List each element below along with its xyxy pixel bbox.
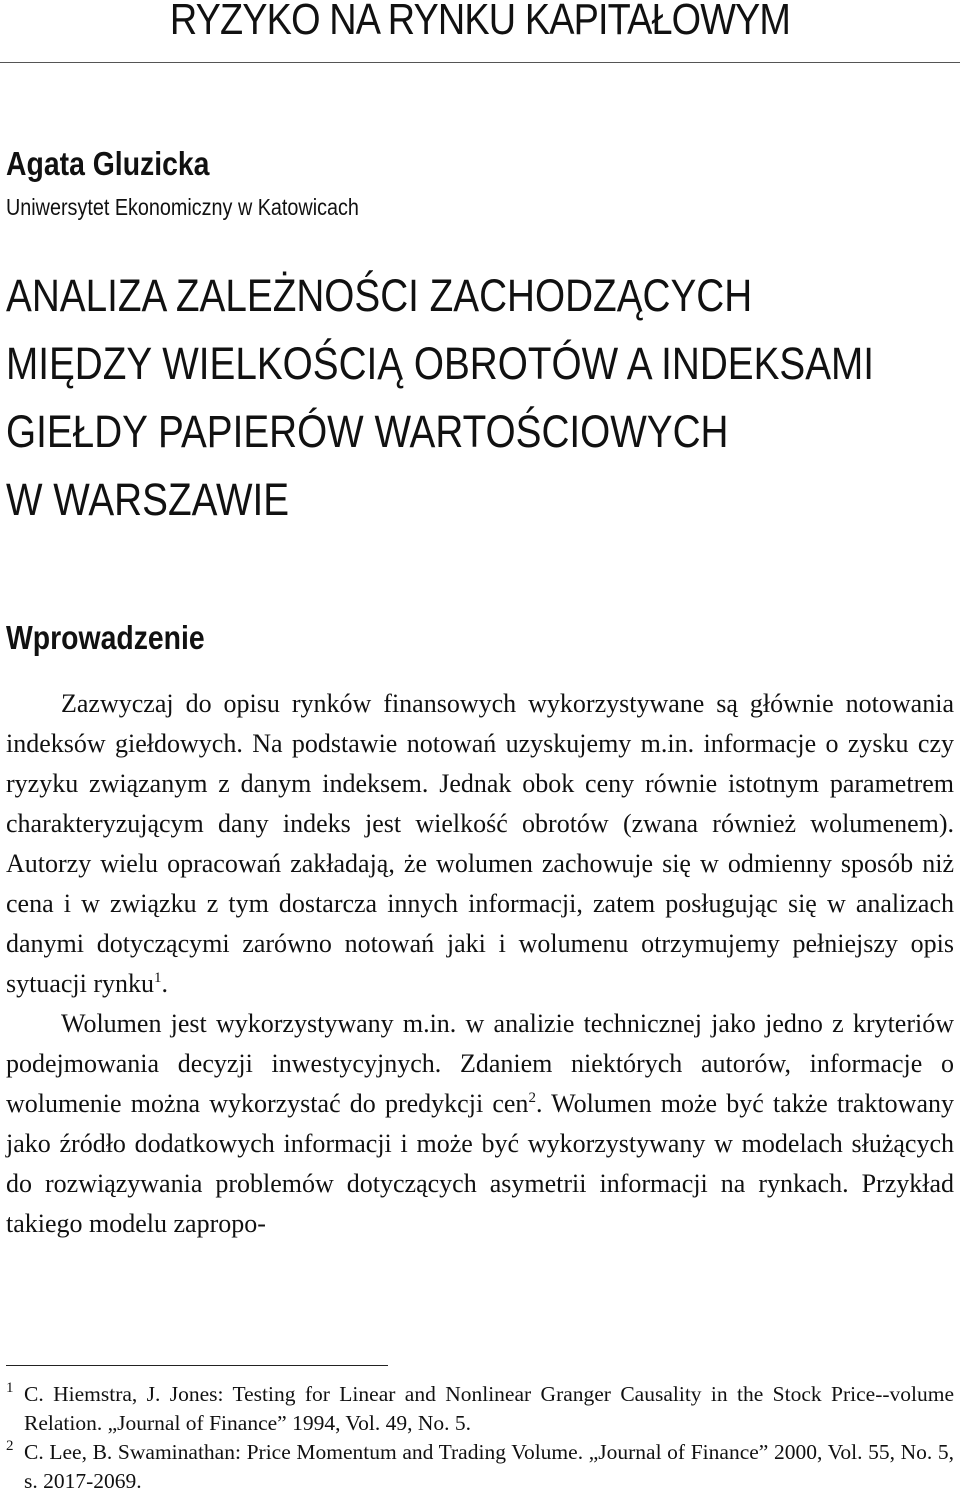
running-header-title: RYZYKO NA RYNKU KAPITAŁOWYM [169, 0, 791, 44]
footnote-divider [6, 1365, 388, 1366]
footnote-reference[interactable]: 1 [154, 970, 162, 986]
section-heading: Wprowadzenie [6, 619, 205, 656]
article-title-line: W WARSZAWIE [6, 474, 290, 525]
header-divider [0, 62, 960, 63]
author-affiliation: Uniwersytet Ekonomiczny w Katowicach [6, 194, 359, 220]
footnote-number: 1 [6, 1380, 14, 1396]
footnote [6, 1438, 954, 1496]
paragraph-text: Zazwyczaj do opisu rynków finansowych wykorzystywane są głównie notowania indeksów giełdowych. Na podstawie notowań uzyskujemy m.in. informacje o zysku czy ryzyku związanym z danym indeksem. Jednak obok ceny równie istotnym parametrem charakteryzującym dany indeks jest wielkość obrotów (zwana również wolumenem). Autorzy wielu opracowań zakładają, że wolumen zachowuje się w odmienny sposób niż cena i w związku z tym dostarcza innych informacji, zatem posługując się w analizach danymi dotyczącymi zarówno notowań jaki i wolumenu otrzymujemy pełniejszy opis sytuacji rynku [6, 689, 954, 998]
article-title-line: GIEŁDY PAPIERÓW WARTOŚCIOWYCH [6, 406, 729, 457]
footnote-number: 2 [6, 1438, 14, 1454]
paragraph-text: Wolumen jest wykorzystywany m.in. w analizie technicznej jako jedno z kryteriów podejmowania decyzji inwestycyjnych. Zdaniem niektórych autorów, informacje o wolumenie można wykorzystać do predykcji cen [6, 1009, 954, 1118]
author-name: Agata Gluzicka [6, 145, 210, 182]
footnotes [6, 1380, 954, 1496]
footnote-text: C. Lee, B. Swaminathan: Price Momentum and Trading Volume. „Journal of Finance” 2000, Vol. 55, No. 5, s. 2017-2069. [24, 1440, 954, 1493]
footnote [6, 1380, 954, 1438]
footnote-text: C. Hiemstra, J. Jones: Testing for Linear and Nonlinear Granger Causality in the Stock Price--volume Relation. „Journal of Finance” 1994, Vol. 49, No. 5. [24, 1382, 954, 1435]
article-title [6, 262, 952, 534]
article-title-line: ANALIZA ZALEŻNOŚCI ZACHODZĄCYCH [6, 270, 753, 321]
body-text [6, 684, 954, 1244]
article-title-line: MIĘDZY WIELKOŚCIĄ OBROTÓW A INDEKSAMI [6, 338, 875, 389]
paragraph [6, 684, 954, 1004]
paragraph-text: . Wolumen może być także traktowany jako źródło dodatkowych informacji i może być wykorzystywany w modelach służących do rozwiązywania problemów dotyczących asymetrii informacji na rynkach. Przykład takiego modelu zapropo- [6, 1089, 954, 1238]
footnote-reference[interactable]: 2 [528, 1090, 536, 1106]
paragraph-end: . [161, 969, 169, 998]
paragraph [6, 1004, 954, 1244]
